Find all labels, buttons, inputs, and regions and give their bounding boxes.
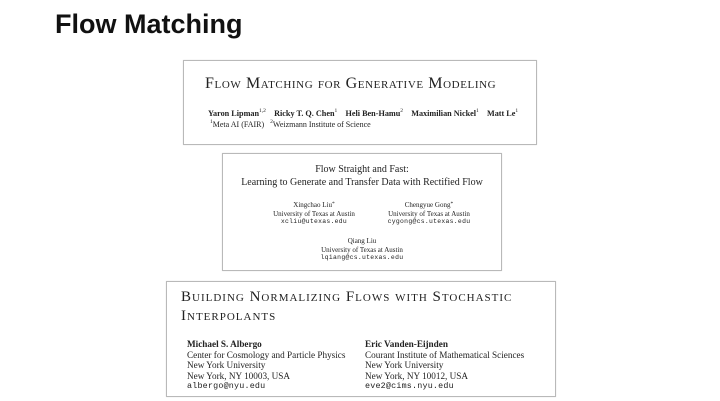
author-name: Michael S. Albergo <box>187 339 262 349</box>
paper-title-line2: Interpolants <box>181 308 277 324</box>
author-email: cygong@cs.utexas.edu <box>387 218 471 226</box>
author-name: Maximilian Nickel <box>411 109 477 118</box>
author-block <box>369 201 489 227</box>
affiliation-name: Weizmann Institute of Science <box>272 120 371 129</box>
author-sup: * <box>450 201 454 207</box>
author-name: Xingchao Liu <box>293 201 332 209</box>
affiliation-list <box>210 120 371 129</box>
affiliation-sup: 1 <box>210 119 213 125</box>
affiliation-sup: 2 <box>270 119 273 125</box>
author-name: Eric Vanden-Eijnden <box>365 339 448 349</box>
paper-card-rectified-flow <box>222 153 502 271</box>
author-affiliation: University of Texas at Austin <box>273 209 355 218</box>
author-sup: 1 <box>334 108 338 114</box>
paper-title-line2: Learning to Generate and Transfer Data with Rectified Flow <box>241 177 483 188</box>
slide-title: Flow Matching <box>55 9 243 39</box>
author-name: Qiang Liu <box>347 237 377 245</box>
author-sup: 1,2 <box>259 108 266 114</box>
author-email: albergo@nyu.edu <box>187 381 266 392</box>
author-institution: New York University <box>365 360 444 371</box>
author-address: New York, NY 10012, USA <box>365 370 469 381</box>
author-affiliation: University of Texas at Austin <box>388 209 470 218</box>
author-block <box>365 339 524 392</box>
author-list <box>208 109 518 118</box>
author-name: Matt Le <box>486 109 516 118</box>
author-affiliation: University of Texas at Austin <box>321 245 403 254</box>
author-address: New York, NY 10003, USA <box>187 370 291 381</box>
paper-title-line1: Flow Straight and Fast: <box>315 164 409 175</box>
author-block <box>261 201 367 227</box>
paper-title: Flow Matching for Generative Modeling <box>205 75 497 92</box>
author-block <box>187 339 345 392</box>
affiliation-name: Meta AI (FAIR) <box>212 120 265 129</box>
author-affiliation: Courant Institute of Mathematical Sciences <box>365 349 525 360</box>
author-name: Yaron Lipman <box>208 109 260 118</box>
author-sup: 1 <box>476 108 479 114</box>
author-sup: 1 <box>515 108 519 114</box>
author-name: Heli Ben-Hamu <box>345 109 401 118</box>
paper-title <box>181 288 512 326</box>
author-email: xcliu@utexas.edu <box>280 218 348 226</box>
paper-card-stochastic-interpolants <box>166 281 556 397</box>
author-block <box>310 237 414 263</box>
author-name: Chengyue Gong <box>404 201 451 209</box>
author-institution: New York University <box>187 360 266 371</box>
paper-card-flow-matching <box>183 60 537 145</box>
author-email: lqiang@cs.utexas.edu <box>320 254 404 262</box>
author-sup: 2 <box>400 108 404 114</box>
paper-title-line1: Building Normalizing Flows with Stochastic <box>181 289 513 305</box>
author-sup: * <box>331 201 335 207</box>
author-email: eve2@cims.nyu.edu <box>365 381 454 392</box>
author-name: Ricky T. Q. Chen <box>274 109 335 118</box>
author-affiliation: Center for Cosmology and Particle Physics <box>187 349 346 360</box>
